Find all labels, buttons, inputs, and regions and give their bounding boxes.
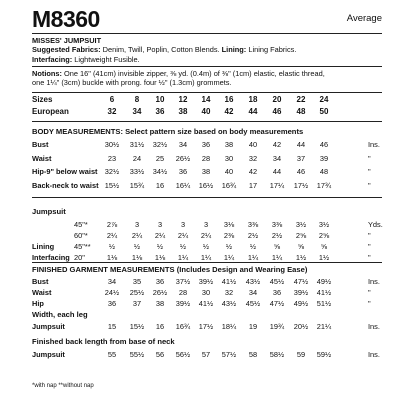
size-cell: 1¼ xyxy=(271,253,283,262)
leg-width-title: Width, each leg xyxy=(32,310,88,319)
unit-label: Ins. xyxy=(368,277,380,286)
size-cell: 49½ xyxy=(293,299,309,308)
size-cell: 3 xyxy=(134,220,140,229)
finished-measurements xyxy=(32,265,382,385)
size-cell: 8 xyxy=(134,95,140,104)
size-cell: 33½ xyxy=(129,167,145,176)
row-label: Hip-9" below waist xyxy=(32,167,98,176)
size-cell: 3⅜ xyxy=(247,220,259,229)
size-cell: 30½ xyxy=(104,140,120,149)
row-label: Bust xyxy=(32,140,49,149)
size-cell: 45½ xyxy=(245,299,261,308)
size-cell: 38 xyxy=(224,140,234,149)
row-label: Bust xyxy=(32,277,49,286)
size-cell: 20 xyxy=(272,95,282,104)
size-cell: 16¾ xyxy=(175,322,191,331)
footnote: *with nap **without nap xyxy=(32,383,94,389)
size-cell: ⅝ xyxy=(320,242,328,251)
size-cell: ½ xyxy=(108,242,116,251)
size-cell: 59 xyxy=(296,350,306,359)
yardage-row xyxy=(32,220,382,230)
size-cell: 36 xyxy=(155,277,165,286)
pattern-info xyxy=(32,36,382,64)
size-cell: 21¼ xyxy=(316,322,332,331)
size-cell: 24 xyxy=(319,95,329,104)
size-cell: 22 xyxy=(296,95,306,104)
size-cell: 17½ xyxy=(293,180,309,190)
size-cell: 19¾ xyxy=(269,322,285,331)
size-cell: 1¼ xyxy=(247,253,259,262)
size-cell: 2¼ xyxy=(131,231,143,240)
body-measurement-row xyxy=(32,181,382,191)
garment-title: MISSES' JUMPSUIT xyxy=(32,36,102,45)
size-cell: 26½ xyxy=(152,288,168,297)
unit-label: " xyxy=(368,253,371,262)
notions-line-1: Notions: One 16" (41cm) invisible zipper, ⅜ yd. (0.4m) of ⅜" (1cm) elastic, elastic thread, xyxy=(32,69,325,78)
size-cell: 40 xyxy=(224,167,234,176)
size-cell: 2⅝ xyxy=(318,231,330,240)
size-cell: 2¼ xyxy=(177,231,189,240)
body-measurements xyxy=(32,127,382,202)
size-cell: 38 xyxy=(178,107,188,116)
size-cell: 34 xyxy=(107,277,117,286)
size-cell: ½ xyxy=(179,242,187,251)
row-label: Jumpsuit xyxy=(32,322,65,331)
fabric-width: 45"* xyxy=(74,220,88,229)
size-cell: 2¼ xyxy=(106,231,118,240)
size-cell: 55½ xyxy=(129,350,145,359)
size-cell: 26½ xyxy=(175,153,191,163)
size-cell: 36 xyxy=(155,107,165,116)
size-cell: 32½ xyxy=(152,140,168,149)
size-cell: 57 xyxy=(201,350,211,359)
size-cell: 16 xyxy=(224,95,234,104)
size-cell: 3 xyxy=(157,220,163,229)
size-cell: 47½ xyxy=(269,299,285,308)
size-cell: 1¼ xyxy=(177,253,189,262)
size-cell: 2½ xyxy=(247,231,259,240)
size-cell: 20½ xyxy=(293,322,309,331)
body-divider xyxy=(32,197,382,198)
size-cell: 14 xyxy=(201,95,211,104)
size-cell: 41½ xyxy=(198,299,214,308)
size-cell: 49½ xyxy=(316,277,332,286)
size-cell: 25 xyxy=(155,153,165,163)
unit-label: " xyxy=(368,231,371,240)
size-cell: 28 xyxy=(201,153,211,163)
size-cell: 16 xyxy=(155,180,165,190)
size-cell: 25½ xyxy=(129,288,145,297)
size-cell: 56½ xyxy=(175,350,191,359)
size-cell: 37 xyxy=(132,299,142,308)
size-cell: 48 xyxy=(296,107,306,116)
size-cell: 2½ xyxy=(271,231,283,240)
row-label: Lining xyxy=(32,242,55,251)
size-cell: 17 xyxy=(248,180,258,190)
size-cell: 37½ xyxy=(175,277,191,286)
pattern-header xyxy=(32,6,382,32)
size-cell: 36 xyxy=(201,140,211,149)
size-cell: 32½ xyxy=(104,167,120,176)
size-cell: 50 xyxy=(319,107,329,116)
size-cell: 32 xyxy=(107,107,117,116)
difficulty-label: Average xyxy=(346,13,382,24)
leg-width-row xyxy=(32,322,382,332)
body-measurement-row xyxy=(32,154,382,164)
yardage-row xyxy=(32,242,382,252)
unit-label: Yds. xyxy=(368,220,383,229)
size-cell: 2⅝ xyxy=(295,231,307,240)
body-measurements-title: BODY MEASUREMENTS: Select pattern size based on body measurements xyxy=(32,127,304,136)
size-cell: 30 xyxy=(201,288,211,297)
body-measurement-row xyxy=(32,167,382,177)
unit-label: " xyxy=(368,180,371,190)
unit-label: Ins. xyxy=(368,322,380,331)
size-cell: 1⅛ xyxy=(154,253,166,262)
size-cell: 42 xyxy=(224,107,234,116)
size-cell: 58½ xyxy=(269,350,285,359)
size-cell: ½ xyxy=(133,242,141,251)
size-cell: 1⅛ xyxy=(106,253,118,262)
size-cell: 3⅜ xyxy=(271,220,283,229)
header-divider xyxy=(32,33,382,34)
size-cell: 38 xyxy=(155,299,165,308)
size-cell: 15 xyxy=(107,322,117,331)
size-cell: 3½ xyxy=(295,220,307,229)
finished-title: FINISHED GARMENT MEASUREMENTS (Includes Design and Wearing Ease) xyxy=(32,265,308,274)
size-cell: 1½ xyxy=(318,253,330,262)
body-measurement-row xyxy=(32,140,382,150)
size-cell: 58 xyxy=(248,350,258,359)
size-cell: 59½ xyxy=(316,350,332,359)
size-cell: 42 xyxy=(248,167,258,176)
size-cell: ½ xyxy=(249,242,257,251)
yardage-row xyxy=(32,231,382,241)
sizes-divider xyxy=(32,121,382,122)
size-cell: ½ xyxy=(225,242,233,251)
size-cell: 40 xyxy=(201,107,211,116)
size-cell: 36 xyxy=(107,299,117,308)
back-length-row xyxy=(32,350,382,360)
size-cell: 23 xyxy=(107,153,117,163)
notions-divider xyxy=(32,92,382,93)
row-label: Waist xyxy=(32,153,52,163)
unit-label: " xyxy=(368,299,371,308)
size-cell: 17¼ xyxy=(269,180,285,190)
size-cell: 42 xyxy=(272,140,282,149)
size-cell: 17¾ xyxy=(316,180,332,190)
size-cell: 12 xyxy=(178,95,188,104)
size-cell: 17½ xyxy=(198,322,214,331)
size-cell: 6 xyxy=(109,95,115,104)
size-cell: 36 xyxy=(272,288,282,297)
size-cell: 48 xyxy=(319,167,329,176)
row-label: Back-neck to waist xyxy=(32,180,99,190)
notions xyxy=(32,69,382,88)
size-cell: 10 xyxy=(155,95,165,104)
size-cell: 57½ xyxy=(221,350,237,359)
size-cell: 55 xyxy=(107,350,117,359)
size-cell: 1¼ xyxy=(200,253,212,262)
size-cell: 18 xyxy=(248,95,258,104)
size-cell: 1⅛ xyxy=(131,253,143,262)
size-cell: 31½ xyxy=(129,140,145,149)
size-cell: 38 xyxy=(201,167,211,176)
row-label: Waist xyxy=(32,288,52,297)
size-cell: 39½ xyxy=(175,299,191,308)
row-label: Interfacing xyxy=(32,253,70,262)
size-cell: 34 xyxy=(248,288,258,297)
size-cell: 2⅜ xyxy=(223,231,235,240)
fabric-width: 20" xyxy=(74,253,85,262)
size-cell: 2¼ xyxy=(200,231,212,240)
size-cell: 46 xyxy=(319,140,329,149)
yardage-divider xyxy=(32,262,382,263)
size-cell: 37 xyxy=(296,153,306,163)
size-cell: 15¾ xyxy=(129,180,145,190)
size-cell: 43½ xyxy=(245,277,261,286)
size-cell: 46 xyxy=(296,167,306,176)
unit-label: " xyxy=(368,167,371,176)
size-cell: 16¾ xyxy=(221,180,237,190)
size-cell: 16 xyxy=(155,322,165,331)
size-cell: 40 xyxy=(248,140,258,149)
size-cell: 2¼ xyxy=(154,231,166,240)
size-cell: 16¼ xyxy=(175,180,191,190)
size-cell: 56 xyxy=(155,350,165,359)
size-cell: 34 xyxy=(272,153,282,163)
size-cell: 43½ xyxy=(221,299,237,308)
size-cell: 1¼ xyxy=(223,253,235,262)
size-cell: 16½ xyxy=(198,180,214,190)
size-cell: 19 xyxy=(248,322,258,331)
size-cell: 36 xyxy=(178,167,188,176)
size-cell: 39½ xyxy=(293,288,309,297)
finished-measurement-row xyxy=(32,288,382,298)
size-cell: 44 xyxy=(248,107,258,116)
size-cell: ½ xyxy=(202,242,210,251)
size-cell: 15½ xyxy=(104,180,120,190)
unit-label: Ins. xyxy=(368,140,380,149)
fabric-width: 60"* xyxy=(74,231,88,240)
size-cell: 35 xyxy=(132,277,142,286)
size-cell: 3 xyxy=(180,220,186,229)
size-cell: 3 xyxy=(203,220,209,229)
size-cell: ⅝ xyxy=(297,242,305,251)
size-cell: 39 xyxy=(319,153,329,163)
unit-label: " xyxy=(368,153,371,163)
size-cell: 1½ xyxy=(295,253,307,262)
size-cell: 44 xyxy=(272,167,282,176)
size-cell: 34 xyxy=(178,140,188,149)
finished-measurement-row xyxy=(32,299,382,309)
fabrics-line: Suggested Fabrics: Denim, Twill, Poplin, Cotton Blends. Lining: Lining Fabrics. xyxy=(32,45,297,55)
european-sizes-row: European 32 34 36 38 40 42 44 46 48 50 xyxy=(32,107,382,117)
size-cell: 46 xyxy=(272,107,282,116)
size-cell: 41½ xyxy=(316,288,332,297)
size-cell: 34 xyxy=(132,107,142,116)
fabric-width: 45"** xyxy=(74,242,91,251)
size-cell: ½ xyxy=(156,242,164,251)
size-cell: 18¼ xyxy=(221,322,237,331)
size-cell: 24 xyxy=(132,153,142,163)
size-cell: 2⅞ xyxy=(106,220,118,229)
finished-measurement-row xyxy=(32,277,382,287)
interfacing-line: Interfacing: Lightweight Fusible. xyxy=(32,54,140,64)
size-cell: 39½ xyxy=(198,277,214,286)
info-divider xyxy=(32,66,382,67)
size-cell: 34½ xyxy=(152,167,168,176)
back-length-title: Finished back length from base of neck xyxy=(32,337,175,346)
size-cell: 3⅛ xyxy=(223,220,235,229)
notions-line-2: one 1¼" (3cm) buckle with prong. four ½" (1.3cm) grommets. xyxy=(32,78,232,88)
yardage-title: Jumpsuit xyxy=(32,207,66,216)
size-cell: 32 xyxy=(248,153,258,163)
unit-label: Ins. xyxy=(368,350,380,359)
row-label: Jumpsuit xyxy=(32,350,65,359)
size-cell: 3½ xyxy=(318,220,330,229)
row-label: Hip xyxy=(32,299,44,308)
size-cell: ⅝ xyxy=(273,242,281,251)
size-cell: 15½ xyxy=(129,322,145,331)
size-cell: 45½ xyxy=(269,277,285,286)
size-cell: 51½ xyxy=(316,299,332,308)
size-cell: 44 xyxy=(296,140,306,149)
unit-label: " xyxy=(368,242,371,251)
pattern-number: M8360 xyxy=(32,6,100,32)
size-cell: 32 xyxy=(224,288,234,297)
size-cell: 41½ xyxy=(221,277,237,286)
size-cell: 47½ xyxy=(293,277,309,286)
unit-label: " xyxy=(368,288,371,297)
size-cell: 28 xyxy=(178,288,188,297)
size-cell: 24½ xyxy=(104,288,120,297)
sizes-row: Sizes 6 8 10 12 14 16 18 20 22 24 xyxy=(32,95,382,105)
size-cell: 30 xyxy=(224,153,234,163)
